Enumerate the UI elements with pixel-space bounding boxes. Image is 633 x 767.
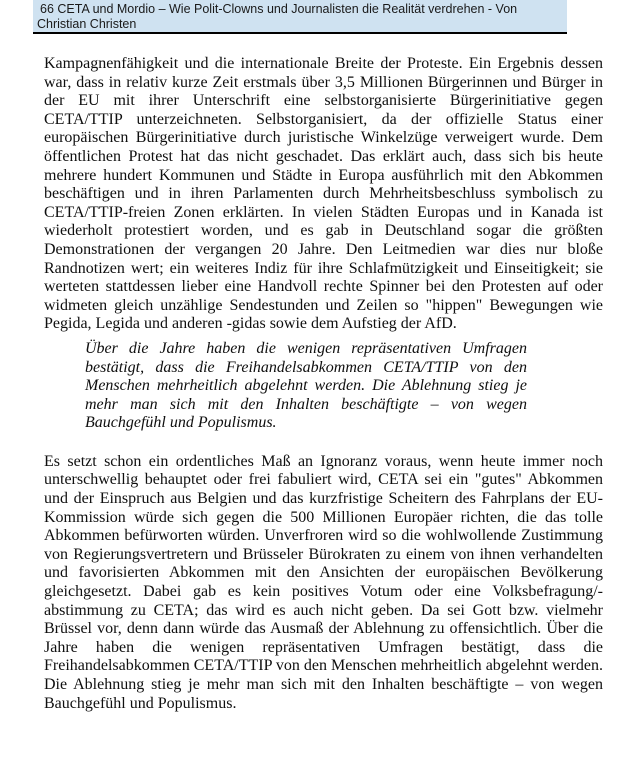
chapter-body (0, 55, 633, 713)
chapter-header-bar (33, 0, 567, 34)
paragraph-protests: Kampagnenfähigkeit und die internationale Breite der Proteste. Ein Ergebnis dessen war, dass in relativ kurze Zeit erstmals über 3,5 Millionen Bürgerinnen und Bürger in der EU mit ihrer Unterschrift eine selbstorganisierte Bürgerinitiative gegen CETA/TTIP unterzeichneten. Selbstorganisiert, da der offizielle Status einer europäischen Bürgerinitiative durch juristische Winkelzüge verweigert wurde. Dem öffentlichen Protest hat das nicht geschadet. Das erklärt auch, dass sich bis heute mehrere hundert Kommunen und Städte in Europa ausführlich mit den Abkommen beschäftigen und in ihren Parlamenten durch Mehrheitsbeschluss symbolisch zu CETA/TTIP-freien Zonen erklärten. In vielen Städten Europas und in Kanada ist wiederholt protestiert worden, und es gab in Deutschland sogar die größten Demonstrationen der vergangen 20 Jahre. Den Leitmedien war dies nur bloße Randnotizen wert; ein weiteres Indiz für ihre Schlafmützigkeit und Einseitigkeit; sie werteten stattdessen lieber eine Handvoll rechte Spinner bei den Protesten auf oder widmeten gleich unzählige Sendestunden und Zeilen so "hippen" Bewegungen wie Pegida, Legida und anderen -gidas sowie dem Aufstieg der AfD. (44, 55, 603, 333)
chapter-title: 66 CETA und Mordio – Wie Polit-Clowns und Journalisten die Realität verdrehen - Von Christian Christen (37, 2, 518, 31)
blockquote-surveys: Über die Jahre haben die wenigen repräsentativen Umfragen bestätigt, dass die Freihandelsabkommen CETA/TTIP von den Menschen mehrheitlich abgelehnt werden. Die Ablehnung stieg je mehr man sich mit den Inhalten beschäftigte – von wegen Bauchgefühl und Populismus. (85, 339, 527, 432)
paragraph-ignorance: Es setzt schon ein ordentliches Maß an Ignoranz voraus, wenn heute immer noch unterschwellig behauptet oder frei fabuliert wird, CETA sei ein "gutes" Abkommen und der Einspruch aus Belgien und das kurzfristige Scheitern des Fahrplans der EU-Kommission würde sich gegen die 500 Millionen Europäer richten, die das tolle Abkommen befürworten würden. Unverfroren wird so die wohlwollende Zustimmung von Regierungsvertretern und Brüsseler Bürokraten zu einem von ihnen verhandelten und favorisierten Abkommen mit den Ansichten der europäischen Bevölkerung gleichgesetzt. Dabei gab es kein positives Votum oder eine Volksbefragung/-abstimmung zu CETA; das wird es auch nicht geben. Da sei Gott bzw. vielmehr Brüssel vor, denn dann würde das Ausmaß der Ablehnung zu offensichtlich. Über die Jahre haben die wenigen repräsentativen Umfragen bestätigt, dass die Freihandelsabkommen CETA/TTIP von den Menschen mehrheitlich abgelehnt werden. Die Ablehnung stieg je mehr man sich mit den Inhalten beschäftigte – von wegen Bauchgefühl und Populismus. (44, 452, 603, 712)
